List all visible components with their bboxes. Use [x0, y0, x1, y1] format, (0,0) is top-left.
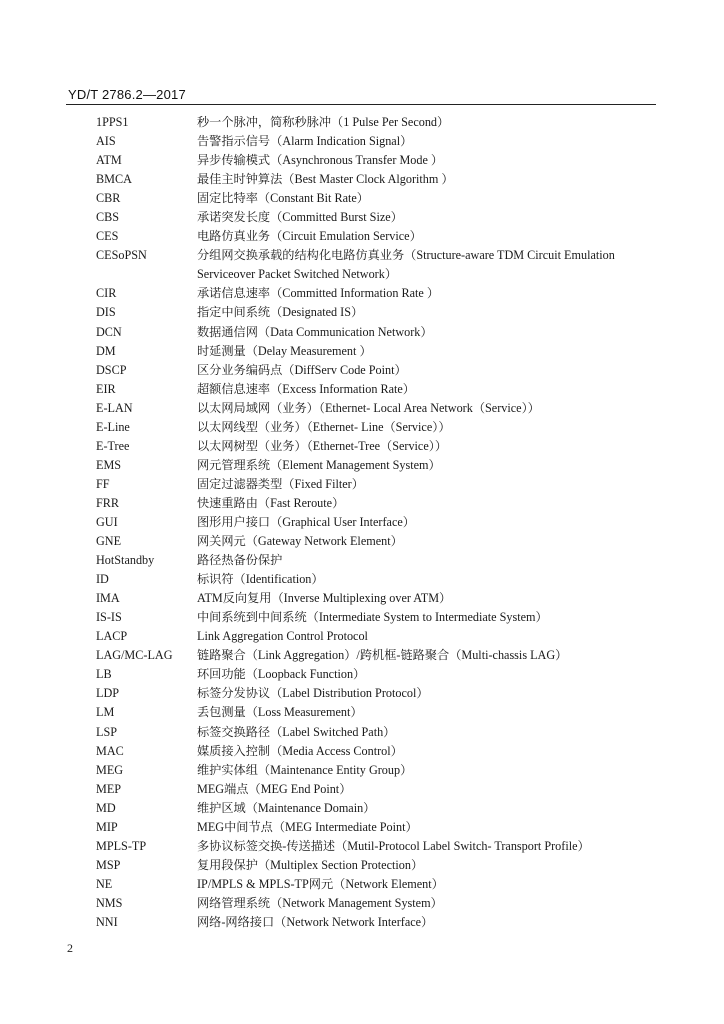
- abbreviation-entry: [96, 627, 656, 646]
- abbreviation-definition: 标签交换路径（Label Switched Path）: [197, 724, 396, 739]
- abbreviation-term: LACP: [96, 629, 128, 644]
- abbreviation-entry: [96, 913, 656, 932]
- abbreviation-definition: 电路仿真业务（Circuit Emulation Service）: [197, 229, 422, 244]
- abbreviation-definition: 最佳主时钟算法（Best Master Clock Algorithm ）: [197, 172, 454, 187]
- abbreviation-entry: [96, 665, 656, 684]
- abbreviation-definition: 网元管理系统（Element Management System）: [197, 457, 441, 472]
- abbreviation-term: LB: [96, 667, 112, 682]
- abbreviation-entry: [96, 799, 656, 818]
- abbreviation-entry: [96, 742, 656, 761]
- abbreviation-term: MEP: [96, 781, 122, 796]
- abbreviation-term: NE: [96, 876, 113, 891]
- abbreviation-definition: 中间系统到中间系统（Intermediate System to Intermediate System）: [197, 610, 548, 625]
- abbreviation-entry: [96, 856, 656, 875]
- abbreviation-entry: [96, 551, 656, 570]
- abbreviation-entry: [96, 456, 656, 475]
- abbreviation-term: ATM: [96, 153, 122, 168]
- abbreviation-term: MPLS-TP: [96, 838, 147, 853]
- abbreviation-entry: [96, 684, 656, 703]
- abbreviation-definition: 标签分发协议（Label Distribution Protocol）: [197, 686, 429, 701]
- abbreviation-term: EIR: [96, 381, 116, 396]
- page-number: 2: [67, 941, 73, 955]
- abbreviation-entry: [96, 113, 656, 132]
- abbreviation-definition: 分组网交换承载的结构化电路仿真业务（Structure-aware TDM Circuit Emulation Serviceover Packet Switched Network）: [197, 248, 615, 282]
- abbreviation-definition: 时延测量（Delay Measurement ）: [197, 343, 372, 358]
- abbreviation-term: FRR: [96, 495, 120, 510]
- abbreviation-entry: [96, 208, 656, 227]
- abbreviation-entry: [96, 703, 656, 722]
- abbreviation-term: GNE: [96, 534, 122, 549]
- abbreviation-entry: [96, 246, 656, 284]
- abbreviation-term: LM: [96, 705, 115, 720]
- abbreviation-definition: IP/MPLS & MPLS-TP网元（Network Element）: [197, 876, 444, 891]
- abbreviation-entry: [96, 418, 656, 437]
- abbreviation-entry: [96, 303, 656, 322]
- abbreviation-definition: 网络管理系统（Network Management System）: [197, 895, 443, 910]
- abbreviation-term: DCN: [96, 324, 122, 339]
- abbreviation-definition: 标识符（Identification）: [197, 572, 324, 587]
- abbreviation-term: E-LAN: [96, 400, 133, 415]
- abbreviation-entry: [96, 380, 656, 399]
- abbreviation-term: ID: [96, 572, 109, 587]
- abbreviation-term: CES: [96, 229, 119, 244]
- abbreviation-definition: 图形用户接口（Graphical User Interface）: [197, 514, 415, 529]
- abbreviation-definition: 环回功能（Loopback Function）: [197, 667, 366, 682]
- abbreviation-entry: [96, 818, 656, 837]
- abbreviation-term: DSCP: [96, 362, 127, 377]
- abbreviation-definition: 丢包测量（Loss Measurement）: [197, 705, 363, 720]
- abbreviation-term: MAC: [96, 743, 124, 758]
- abbreviation-definition: 以太网局域网（业务）（Ethernet- Local Area Network（Service））: [197, 400, 540, 415]
- abbreviation-term: LDP: [96, 686, 120, 701]
- abbreviation-definition: 秒一个脉冲，简称秒脉冲（1 Pulse Per Second）: [197, 115, 450, 129]
- abbreviation-term: DM: [96, 343, 116, 358]
- abbreviation-list: [96, 113, 656, 932]
- abbreviation-definition: MEG中间节点（MEG Intermediate Point）: [197, 819, 418, 834]
- abbreviation-term: MD: [96, 800, 116, 815]
- abbreviation-term: NMS: [96, 895, 123, 910]
- abbreviation-term: MEG: [96, 762, 124, 777]
- abbreviation-entry: [96, 475, 656, 494]
- abbreviation-entry: [96, 570, 656, 589]
- abbreviation-definition: 超额信息速率（Excess Information Rate）: [197, 381, 415, 396]
- abbreviation-entry: [96, 894, 656, 913]
- abbreviation-term: GUI: [96, 514, 118, 529]
- abbreviation-term: BMCA: [96, 172, 132, 187]
- abbreviation-entry: [96, 361, 656, 380]
- abbreviation-entry: [96, 589, 656, 608]
- abbreviation-entry: [96, 399, 656, 418]
- abbreviation-definition: 固定过滤器类型（Fixed Filter）: [197, 476, 364, 491]
- abbreviation-entry: [96, 532, 656, 551]
- abbreviation-entry: [96, 723, 656, 742]
- abbreviation-term: HotStandby: [96, 553, 155, 568]
- abbreviation-definition: 网关网元（Gateway Network Element）: [197, 534, 403, 549]
- abbreviation-definition: 告警指示信号（Alarm Indication Signal）: [197, 134, 413, 149]
- abbreviation-term: CIR: [96, 286, 117, 301]
- abbreviation-definition: 承诺突发长度（Committed Burst Size）: [197, 210, 403, 225]
- abbreviation-term: CESoPSN: [96, 248, 147, 263]
- abbreviation-term: NNI: [96, 914, 118, 929]
- abbreviation-term: CBS: [96, 210, 120, 225]
- abbreviation-definition: 媒质接入控制（Media Access Control）: [197, 743, 403, 758]
- abbreviation-entry: [96, 437, 656, 456]
- abbreviation-entry: [96, 189, 656, 208]
- abbreviation-entry: [96, 837, 656, 856]
- abbreviation-definition: 区分业务编码点（DiffServ Code Point）: [197, 362, 407, 377]
- abbreviation-term: E-Line: [96, 419, 130, 434]
- abbreviation-definition: 网络-网络接口（Network Network Interface）: [197, 914, 434, 929]
- abbreviation-term: LSP: [96, 724, 118, 739]
- abbreviation-definition: 数据通信网（Data Communication Network）: [197, 324, 433, 339]
- abbreviation-term: MSP: [96, 857, 121, 872]
- abbreviation-term: MIP: [96, 819, 118, 834]
- abbreviation-definition: 承诺信息速率（Committed Information Rate ）: [197, 286, 440, 301]
- abbreviation-definition: MEG端点（MEG End Point）: [197, 781, 352, 796]
- abbreviation-definition: 维护区域（Maintenance Domain）: [197, 800, 376, 815]
- abbreviation-term: IS-IS: [96, 610, 122, 625]
- abbreviation-definition: 复用段保护（Multiplex Section Protection）: [197, 857, 424, 872]
- abbreviation-term: IMA: [96, 591, 120, 606]
- abbreviation-entry: [96, 608, 656, 627]
- abbreviation-definition: 快速重路由（Fast Reroute）: [197, 495, 345, 510]
- abbreviation-entry: [96, 513, 656, 532]
- abbreviation-entry: [96, 284, 656, 303]
- abbreviation-term: FF: [96, 476, 110, 491]
- abbreviation-entry: [96, 780, 656, 799]
- abbreviation-term: E-Tree: [96, 438, 130, 453]
- abbreviation-definition: 指定中间系统（Designated IS）: [197, 305, 364, 320]
- abbreviation-entry: [96, 132, 656, 151]
- abbreviation-definition: 异步传输模式（Asynchronous Transfer Mode ）: [197, 153, 444, 168]
- abbreviation-definition: 维护实体组（Maintenance Entity Group）: [197, 762, 413, 777]
- abbreviation-entry: [96, 323, 656, 342]
- abbreviation-definition: 以太网树型（业务）（Ethernet-Tree（Service））: [197, 438, 448, 453]
- abbreviation-term: 1PPS1: [96, 115, 129, 129]
- abbreviation-term: DIS: [96, 305, 116, 320]
- abbreviation-term: CBR: [96, 191, 121, 206]
- abbreviation-term: LAG/MC-LAG: [96, 648, 173, 663]
- abbreviation-entry: [96, 170, 656, 189]
- abbreviation-definition: 固定比特率（Constant Bit Rate）: [197, 191, 369, 206]
- abbreviation-entry: [96, 151, 656, 170]
- abbreviation-term: EMS: [96, 457, 122, 472]
- abbreviation-definition: 路径热备份保护: [197, 553, 283, 568]
- abbreviation-definition: 以太网线型（业务）（Ethernet- Line（Service））: [197, 419, 451, 434]
- abbreviation-entry: [96, 227, 656, 246]
- abbreviation-entry: [96, 875, 656, 894]
- abbreviation-definition: 多协议标签交换-传送描述（Mutil-Protocol Label Switch- Transport Profile）: [197, 838, 590, 853]
- abbreviation-definition: Link Aggregation Control Protocol: [197, 629, 368, 644]
- abbreviation-entry: [96, 494, 656, 513]
- abbreviation-term: AIS: [96, 134, 116, 149]
- abbreviation-entry: [96, 646, 656, 665]
- standard-number: YD/T 2786.2—2017: [68, 87, 186, 102]
- abbreviation-definition: 链路聚合（Link Aggregation）/跨机框-链路聚合（Multi-chassis LAG）: [197, 648, 568, 663]
- abbreviation-definition: ATM反向复用（Inverse Multiplexing over ATM）: [197, 591, 452, 606]
- header-rule: [66, 104, 656, 105]
- abbreviation-entry: [96, 342, 656, 361]
- abbreviation-entry: [96, 761, 656, 780]
